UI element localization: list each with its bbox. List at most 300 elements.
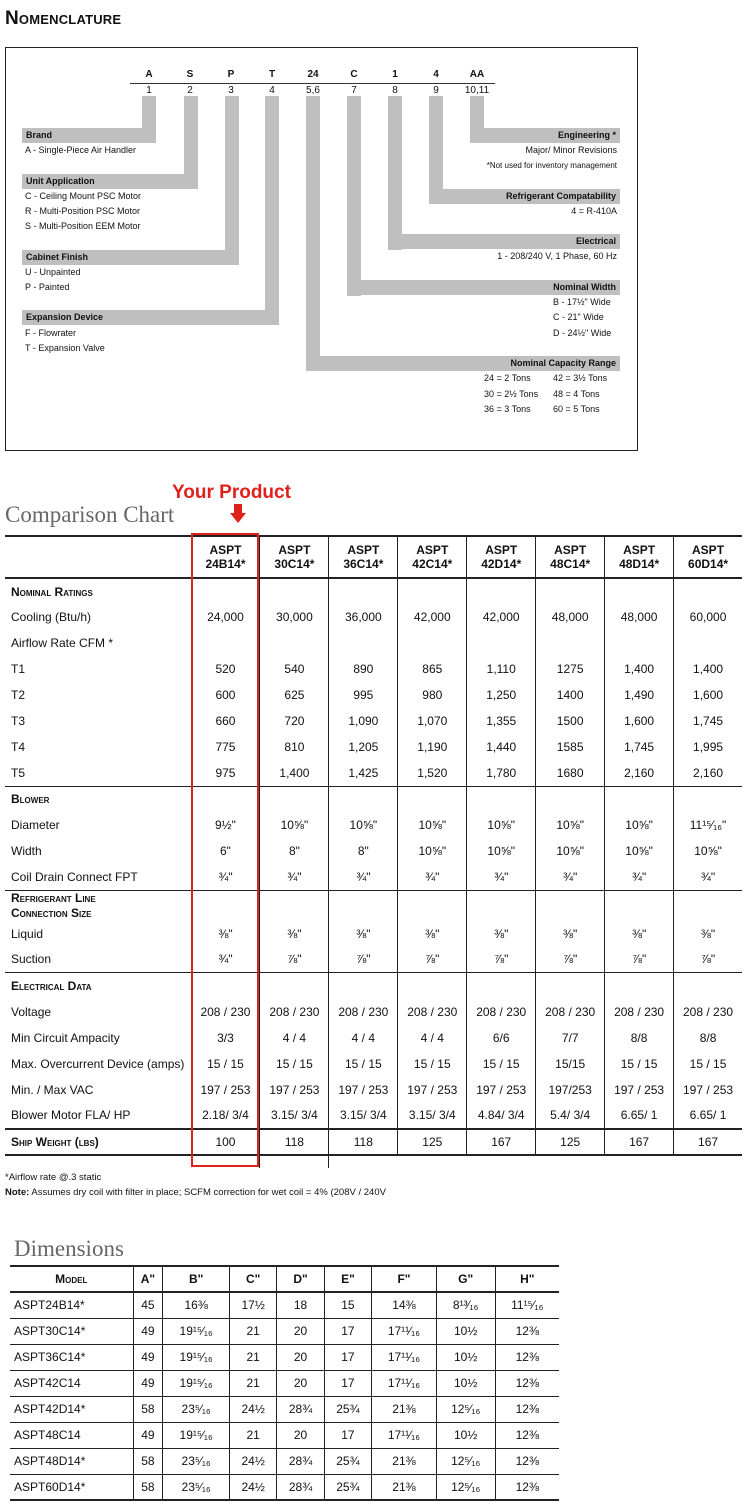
table-cell: ⅞" <box>467 947 536 973</box>
table-cell <box>605 890 674 921</box>
table-cell: 19¹⁵⁄₁₆ <box>163 1370 230 1396</box>
table-cell: 10⅝" <box>536 812 605 838</box>
unit-application-connector <box>184 96 198 176</box>
table-cell: 17¹¹⁄₁₆ <box>372 1344 437 1370</box>
table-cell: 1680 <box>536 760 605 786</box>
model-code: 30C14* <box>274 557 315 571</box>
code-position: 1 <box>146 85 152 96</box>
code-position: 5,6 <box>306 85 320 96</box>
table-cell: 6" <box>191 838 260 864</box>
row-label: Diameter <box>11 818 60 832</box>
table-cell: 19¹⁵⁄₁₆ <box>163 1422 230 1448</box>
dimensions-table <box>10 1265 559 1501</box>
table-cell <box>605 578 674 604</box>
refrigerant-option: 4 = R-410A <box>571 206 617 216</box>
table-cell: 125 <box>398 1129 467 1155</box>
code-position: 7 <box>351 85 357 96</box>
unit-application-option: S - Multi-Position EEM Motor <box>25 221 141 231</box>
table-cell: 1,600 <box>674 682 742 708</box>
row-label: Voltage <box>11 1004 52 1019</box>
table-cell: ⅜" <box>260 921 329 947</box>
brand-connector <box>142 96 156 130</box>
table-cell: 208 / 230 <box>467 999 536 1025</box>
table-cell: ¾" <box>329 864 398 890</box>
table-cell: 25¾ <box>324 1474 371 1500</box>
table-cell <box>605 786 674 812</box>
table-cell: 540 <box>260 656 329 682</box>
model-code: 42D14* <box>481 557 522 571</box>
row-label: Cooling (Btu/h) <box>11 610 92 624</box>
table-cell: 1,600 <box>605 708 674 734</box>
table-cell <box>674 786 742 812</box>
brand-option: A - Single-Piece Air Handler <box>25 145 137 155</box>
table-cell: 3/3 <box>191 1025 260 1051</box>
table-cell: 10⅝" <box>260 812 329 838</box>
table-cell: ¾" <box>605 864 674 890</box>
table-cell: ¾" <box>191 947 260 973</box>
table-cell <box>467 890 536 921</box>
dimension-header: F" <box>372 1266 437 1292</box>
table-cell: 890 <box>329 656 398 682</box>
table-cell: 208 / 230 <box>191 999 260 1025</box>
model-header <box>191 536 260 578</box>
code-position: 9 <box>433 85 439 96</box>
airflow-footnote: *Airflow rate @.3 static <box>5 1172 102 1183</box>
engineering-option: Major/ Minor Revisions <box>525 145 617 155</box>
table-cell: ⅜" <box>467 921 536 947</box>
table-row <box>10 1474 559 1500</box>
code-letter: S <box>186 69 194 80</box>
table-cell <box>191 578 260 604</box>
table-cell: 118 <box>329 1129 398 1155</box>
table-cell: 25¾ <box>324 1448 371 1474</box>
table-cell: 10⅝" <box>605 838 674 864</box>
model-series: ASPT <box>485 543 518 557</box>
table-cell: 17½ <box>229 1292 276 1318</box>
table-row <box>10 1370 559 1396</box>
table-cell: 20 <box>277 1318 324 1344</box>
row-label: Coil Drain Connect FPT <box>11 869 138 884</box>
nominal-width-option: C - 21" Wide <box>553 312 604 322</box>
table-cell: 20 <box>277 1370 324 1396</box>
model-code: 48D14* <box>619 557 660 571</box>
table-cell: 7/7 <box>536 1025 605 1051</box>
table-cell: 1,090 <box>329 708 398 734</box>
table-cell: ASPT60D14* <box>14 1479 86 1494</box>
row-label: Ship Weight (lbs) <box>5 1129 191 1155</box>
model-code: 42C14* <box>412 557 453 571</box>
table-cell: 8" <box>329 838 398 864</box>
unit-application-option: C - Ceiling Mount PSC Motor <box>25 191 142 201</box>
model-header <box>674 536 742 578</box>
table-cell <box>191 630 260 656</box>
table-cell: ASPT30C14* <box>14 1324 86 1338</box>
table-cell: ASPT36C14* <box>14 1350 86 1364</box>
model-series: ASPT <box>623 543 656 557</box>
row-label: Min. / Max VAC <box>11 1082 94 1097</box>
table-cell: 1,110 <box>467 656 536 682</box>
table-cell: ASPT42C14 <box>14 1376 81 1390</box>
nomenclature-title: Nomenclature <box>5 8 122 29</box>
table-cell: ASPT24B14* <box>14 1298 85 1313</box>
row-label: Electrical Data <box>5 973 191 999</box>
table-cell: 9½" <box>191 812 260 838</box>
table-cell: 1,440 <box>467 734 536 760</box>
table-cell: 1,780 <box>467 760 536 786</box>
capacity-option: 36 = 3 Tons <box>484 404 531 414</box>
table-cell: ¾" <box>398 864 467 890</box>
table-row <box>5 1129 742 1155</box>
electrical-heading: Electrical <box>388 234 620 249</box>
row-label: T3 <box>11 714 26 728</box>
nominal-width-option: D - 24½" Wide <box>553 328 612 338</box>
table-cell: 28¾ <box>277 1448 324 1474</box>
row-label: Width <box>11 844 42 858</box>
table-cell: 197/253 <box>536 1077 605 1103</box>
table-row <box>5 630 742 656</box>
table-cell: ⅜" <box>605 921 674 947</box>
model-header <box>536 536 605 578</box>
table-cell: 17 <box>324 1370 371 1396</box>
table-cell: 12⅜ <box>495 1344 559 1370</box>
expansion-device-heading: Expansion Device <box>22 310 279 325</box>
table-cell: 8¹³⁄₁₆ <box>436 1292 495 1318</box>
table-cell: 12⁵⁄₁₆ <box>436 1448 495 1474</box>
table-cell: 1500 <box>536 708 605 734</box>
row-label: Blower <box>5 786 191 812</box>
model-series: ASPT <box>278 543 311 557</box>
row-label: T2 <box>11 688 26 702</box>
table-cell: 21⅜ <box>372 1474 437 1500</box>
table-cell: 21⅜ <box>372 1448 437 1474</box>
table-cell: 4 / 4 <box>398 1025 467 1051</box>
row-label-line: Connection Size <box>11 905 92 920</box>
table-cell: 8" <box>260 838 329 864</box>
table-cell: 21⅜ <box>372 1396 437 1422</box>
table-cell: 775 <box>191 734 260 760</box>
table-cell <box>329 786 398 812</box>
table-cell: 15 / 15 <box>191 1051 260 1077</box>
table-cell <box>329 578 398 604</box>
table-cell: 18 <box>277 1292 324 1318</box>
dimension-header: G" <box>436 1266 495 1292</box>
table-cell: 6/6 <box>467 1025 536 1051</box>
table-cell: 1,400 <box>605 656 674 682</box>
table-cell: 1,355 <box>467 708 536 734</box>
table-cell: 10⅝" <box>536 838 605 864</box>
code-letter: 4 <box>433 69 439 80</box>
table-cell: 208 / 230 <box>605 999 674 1025</box>
table-cell: 1,520 <box>398 760 467 786</box>
table-cell: 197 / 253 <box>398 1077 467 1103</box>
table-cell: 3.15/ 3/4 <box>329 1103 398 1129</box>
code-position: 8 <box>392 85 398 96</box>
table-cell: ⅞" <box>398 947 467 973</box>
table-cell: 6.65/ 1 <box>674 1103 742 1129</box>
table-cell: 1,745 <box>674 708 742 734</box>
table-cell: 975 <box>191 760 260 786</box>
code-letter: P <box>227 69 235 80</box>
model-series: ASPT <box>416 543 449 557</box>
table-cell <box>467 630 536 656</box>
table-cell: 660 <box>191 708 260 734</box>
unit-application-heading: Unit Application <box>22 174 198 189</box>
table-row <box>5 1077 742 1103</box>
table-cell: 24½ <box>229 1396 276 1422</box>
table-cell: 16⅜ <box>163 1292 230 1318</box>
table-cell: 3.15/ 3/4 <box>260 1103 329 1129</box>
dimension-header: Model <box>55 1272 88 1286</box>
capacity-connector <box>306 96 320 371</box>
row-label: T1 <box>11 662 26 676</box>
table-cell: 15 / 15 <box>605 1051 674 1077</box>
table-cell: 48,000 <box>605 604 674 630</box>
table-cell: 21 <box>229 1318 276 1344</box>
table-cell: ⅞" <box>605 947 674 973</box>
table-cell: 20 <box>277 1422 324 1448</box>
row-label: Max. Overcurrent Device (amps) <box>11 1056 185 1071</box>
model-series: ASPT <box>554 543 587 557</box>
table-cell <box>329 890 398 921</box>
model-header <box>329 536 398 578</box>
code-letter: 24 <box>307 69 319 80</box>
table-cell <box>674 973 742 999</box>
table-cell: 1,400 <box>674 656 742 682</box>
table-cell <box>191 973 260 999</box>
table-row <box>5 786 742 812</box>
table-row <box>5 734 742 760</box>
table-cell <box>398 578 467 604</box>
table-cell: 21 <box>229 1370 276 1396</box>
cabinet-finish-connector <box>225 96 239 252</box>
table-cell: 23⁵⁄₁₆ <box>163 1474 230 1500</box>
nominal-width-heading: Nominal Width <box>347 280 620 295</box>
table-cell: 865 <box>398 656 467 682</box>
table-cell: 2,160 <box>674 760 742 786</box>
code-position: 10,11 <box>464 85 490 96</box>
code-position: 2 <box>187 85 193 96</box>
table-cell <box>398 786 467 812</box>
table-cell: ¾" <box>674 864 742 890</box>
table-row <box>5 973 742 999</box>
table-cell: 17¹¹⁄₁₆ <box>372 1370 437 1396</box>
down-arrow-icon <box>230 504 246 524</box>
table-cell: 10⅝" <box>467 838 536 864</box>
table-cell: 12⁵⁄₁₆ <box>436 1474 495 1500</box>
table-cell: ASPT48D14* <box>14 1454 86 1468</box>
table-cell: 10½ <box>436 1318 495 1344</box>
table-cell: 58 <box>133 1474 163 1500</box>
model-code: 24B14* <box>205 557 246 571</box>
table-row <box>5 1103 742 1129</box>
table-cell: 17 <box>324 1422 371 1448</box>
unit-application-option: R - Multi-Position PSC Motor <box>25 206 141 216</box>
table-cell: 5.4/ 3/4 <box>536 1103 605 1129</box>
table-cell: 19¹⁵⁄₁₆ <box>163 1344 230 1370</box>
table-cell: 58 <box>133 1448 163 1474</box>
row-label <box>5 890 191 921</box>
table-cell <box>536 890 605 921</box>
table-cell: 167 <box>467 1129 536 1155</box>
table-row <box>10 1292 559 1318</box>
table-cell: 58 <box>133 1396 163 1422</box>
table-cell <box>260 786 329 812</box>
table-cell: 15 / 15 <box>260 1051 329 1077</box>
engineering-note: *Not used for inventory management <box>486 161 617 170</box>
table-row <box>5 708 742 734</box>
row-label: Min Circuit Ampacity <box>11 1030 120 1045</box>
table-cell: 208 / 230 <box>398 999 467 1025</box>
table-cell: ⅞" <box>674 947 742 973</box>
row-label: Airflow Rate CFM * <box>11 636 114 650</box>
row-label-line: Refrigerant Line <box>11 890 96 905</box>
table-row <box>5 890 742 921</box>
row-label: T4 <box>11 740 26 754</box>
model-series: ASPT <box>692 543 725 557</box>
table-cell <box>260 890 329 921</box>
dimension-header: A" <box>133 1266 163 1292</box>
table-cell: ⅞" <box>536 947 605 973</box>
model-code: 48C14* <box>550 557 591 571</box>
table-cell <box>467 786 536 812</box>
code-letter: T <box>268 69 276 80</box>
table-cell: 15 <box>324 1292 371 1318</box>
model-code: 60D14* <box>688 557 729 571</box>
table-cell <box>260 630 329 656</box>
code-letter: C <box>350 69 358 80</box>
table-cell: 118 <box>260 1129 329 1155</box>
capacity-option: 48 = 4 Tons <box>553 389 600 399</box>
table-cell: 10½ <box>436 1370 495 1396</box>
table-cell: 1,745 <box>605 734 674 760</box>
table-cell: 17¹¹⁄₁₆ <box>372 1318 437 1344</box>
cabinet-finish-option: P - Painted <box>25 282 70 292</box>
table-row <box>5 760 742 786</box>
table-cell: 28¾ <box>277 1396 324 1422</box>
table-cell: 1400 <box>536 682 605 708</box>
table-cell: 15 / 15 <box>329 1051 398 1077</box>
table-cell: 12⅜ <box>495 1448 559 1474</box>
table-cell: 720 <box>260 708 329 734</box>
table-cell: ⅜" <box>329 921 398 947</box>
table-cell: 208 / 230 <box>260 999 329 1025</box>
model-series: ASPT <box>209 543 242 557</box>
table-cell: 49 <box>133 1370 163 1396</box>
table-row <box>5 838 742 864</box>
table-cell: 15/15 <box>536 1051 605 1077</box>
table-cell: 49 <box>133 1344 163 1370</box>
expansion-device-connector <box>265 96 279 312</box>
electrical-option: 1 - 208/240 V, 1 Phase, 60 Hz <box>497 251 617 261</box>
table-cell: 197 / 253 <box>674 1077 742 1103</box>
table-row <box>10 1396 559 1422</box>
capacity-range-heading: Nominal Capacity Range <box>306 356 620 371</box>
table-cell: 23⁵⁄₁₆ <box>163 1396 230 1422</box>
table-cell: 995 <box>329 682 398 708</box>
table-cell: ⅞" <box>329 947 398 973</box>
table-cell: 1,425 <box>329 760 398 786</box>
table-cell: 12⅜ <box>495 1318 559 1344</box>
table-cell: 30,000 <box>260 604 329 630</box>
table-cell: 1,490 <box>605 682 674 708</box>
table-cell <box>536 630 605 656</box>
table-cell: 15 / 15 <box>674 1051 742 1077</box>
table-cell <box>329 973 398 999</box>
dimension-header: C" <box>229 1266 276 1292</box>
table-cell: 12⅜ <box>495 1370 559 1396</box>
table-cell: 8/8 <box>605 1025 674 1051</box>
table-cell: 4 / 4 <box>329 1025 398 1051</box>
table-cell: 810 <box>260 734 329 760</box>
capacity-option: 24 = 2 Tons <box>484 373 531 383</box>
your-product-callout: Your Product <box>172 482 291 503</box>
table-cell: 49 <box>133 1422 163 1448</box>
table-cell: ⅜" <box>191 921 260 947</box>
table-cell: 600 <box>191 682 260 708</box>
table-row <box>5 947 742 973</box>
table-cell: 49 <box>133 1318 163 1344</box>
table-row <box>5 812 742 838</box>
table-cell: 6.65/ 1 <box>605 1103 674 1129</box>
dry-coil-note <box>5 1187 386 1198</box>
code-position: 4 <box>269 85 275 96</box>
dimension-header: D" <box>277 1266 324 1292</box>
table-cell <box>536 786 605 812</box>
table-row <box>10 1422 559 1448</box>
table-cell: 625 <box>260 682 329 708</box>
row-label: Nominal Ratings <box>11 584 93 599</box>
table-cell: 10⅝" <box>605 812 674 838</box>
table-cell: 208 / 230 <box>329 999 398 1025</box>
table-cell: 125 <box>536 1129 605 1155</box>
brand-heading: Brand <box>22 128 156 143</box>
note-label: Note: <box>5 1187 30 1198</box>
cabinet-finish-option: U - Unpainted <box>25 267 81 277</box>
table-row <box>10 1344 559 1370</box>
dimensions-title: Dimensions <box>14 1236 124 1261</box>
table-cell: 167 <box>674 1129 742 1155</box>
table-cell: 4.84/ 3/4 <box>467 1103 536 1129</box>
table-row <box>5 578 742 604</box>
table-cell <box>467 973 536 999</box>
comparison-chart-title: Comparison Chart <box>5 502 175 527</box>
table-row <box>5 604 742 630</box>
table-row <box>10 1448 559 1474</box>
table-cell: 14⅜ <box>372 1292 437 1318</box>
table-cell: 28¾ <box>277 1474 324 1500</box>
table-cell: 3.15/ 3/4 <box>398 1103 467 1129</box>
table-cell: 17 <box>324 1318 371 1344</box>
table-cell: 24,000 <box>191 604 260 630</box>
table-cell: 197 / 253 <box>467 1077 536 1103</box>
table-cell: 208 / 230 <box>674 999 742 1025</box>
table-cell: 980 <box>398 682 467 708</box>
engineering-connector <box>470 96 484 130</box>
model-header <box>605 536 674 578</box>
table-cell: 12⁵⁄₁₆ <box>436 1396 495 1422</box>
refrigerant-heading: Refrigerant Compatability <box>429 189 620 204</box>
table-cell: 10⅝" <box>467 812 536 838</box>
table-cell <box>329 630 398 656</box>
table-cell: ⅜" <box>398 921 467 947</box>
code-letter: AA <box>469 69 485 80</box>
model-header <box>467 536 536 578</box>
table-cell: 2,160 <box>605 760 674 786</box>
table-cell <box>398 630 467 656</box>
table-cell: 11¹⁵⁄₁₆ <box>495 1292 559 1318</box>
table-cell: 8/8 <box>674 1025 742 1051</box>
header-blank <box>5 536 191 578</box>
